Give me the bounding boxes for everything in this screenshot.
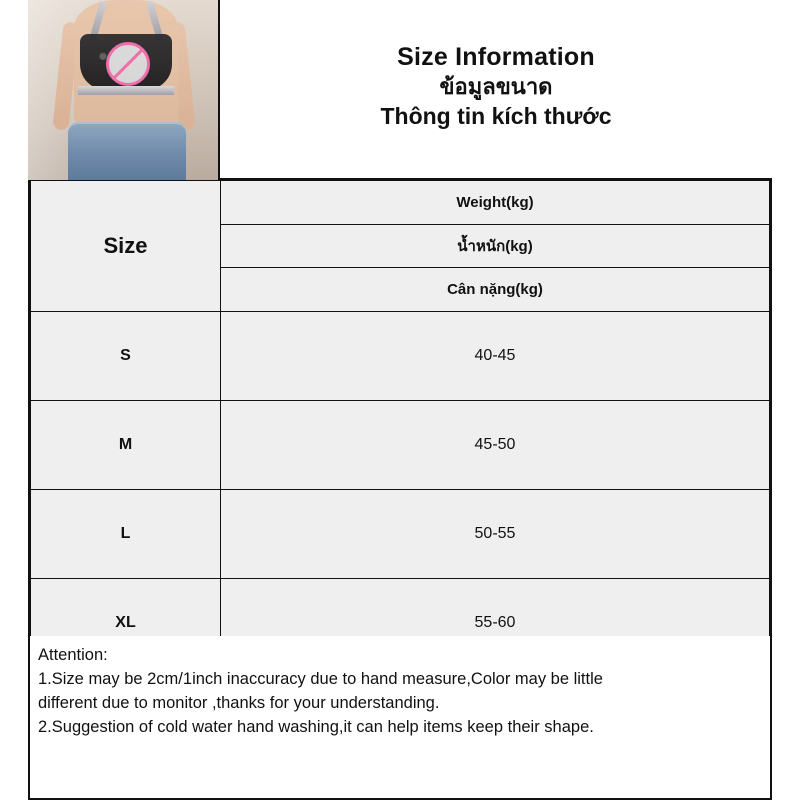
attention-line-3: 2.Suggestion of cold water hand washing,it can help items keep their shape.	[38, 717, 594, 736]
size-table-wrapper	[28, 180, 772, 670]
weight-header-th: น้ำหนัก(kg)	[221, 224, 770, 268]
denim-jeans	[68, 122, 186, 180]
bralette-band	[78, 86, 174, 95]
page-title-en: Size Information	[397, 43, 595, 72]
attention-heading: Attention:	[38, 646, 108, 664]
title-block	[218, 0, 772, 178]
attention-line-1: 1.Size may be 2cm/1inch inaccuracy due to hand measure,Color may be little	[38, 669, 603, 688]
size-label-xl: XL	[31, 579, 221, 668]
weight-value-xl: 55-60	[221, 579, 770, 668]
table-row	[31, 401, 770, 490]
size-column-header: Size	[31, 181, 221, 312]
page-title-vi: Thông tin kích thước	[380, 102, 612, 129]
table-row	[31, 490, 770, 579]
page-title-th: ข้อมูลขนาด	[439, 74, 553, 100]
weight-header-vi: Cân nặng(kg)	[221, 268, 770, 312]
no-entry-icon	[106, 42, 150, 86]
weight-value-m: 45-50	[221, 401, 770, 490]
size-label-m: M	[31, 401, 221, 490]
weight-header-en: Weight(kg)	[221, 181, 770, 225]
table-header-row-1	[31, 181, 770, 225]
product-photo	[28, 0, 218, 180]
attention-line-2: different due to monitor ,thanks for your understanding.	[38, 693, 440, 712]
size-label-s: S	[31, 312, 221, 401]
size-label-l: L	[31, 490, 221, 579]
attention-block	[28, 636, 772, 800]
size-table	[30, 180, 770, 668]
header-row	[28, 0, 772, 180]
weight-value-s: 40-45	[221, 312, 770, 401]
weight-value-l: 50-55	[221, 490, 770, 579]
table-row	[31, 312, 770, 401]
